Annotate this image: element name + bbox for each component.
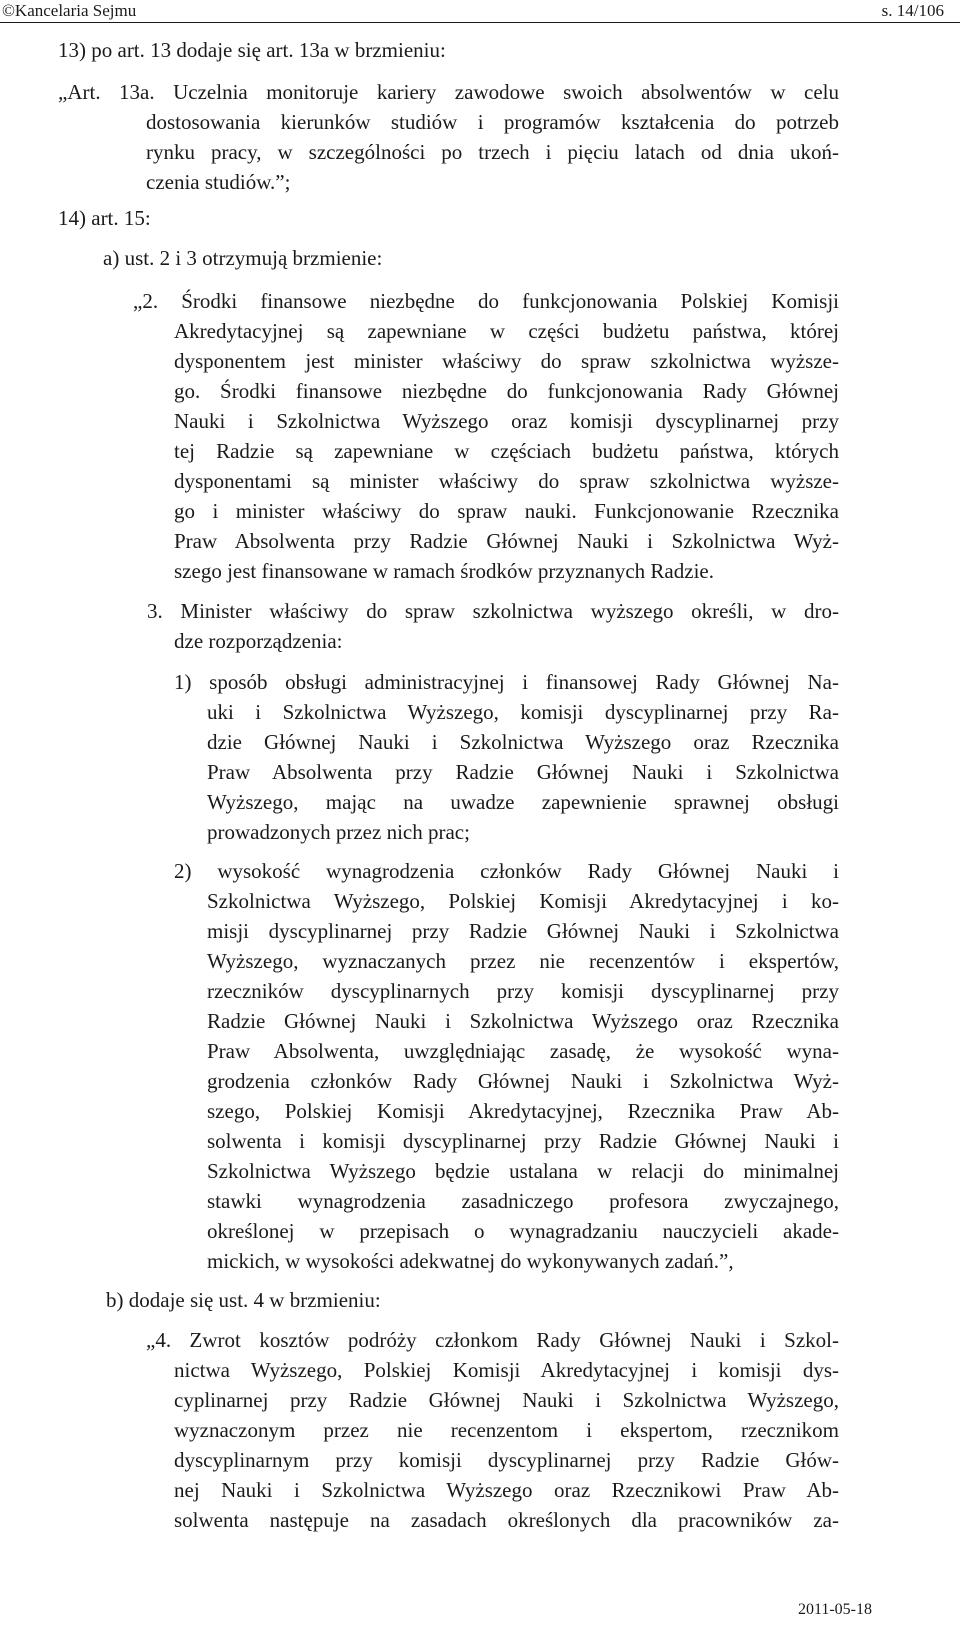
text-line: „Art. 13a. Uczelnia monitoruje kariery zawodowe swoich absolwentów w celu xyxy=(58,80,839,104)
text-line: 2) wysokość wynagrodzenia członków Rady Głównej Nauki i xyxy=(174,859,839,883)
text-line: określonej w przepisach o wynagradzaniu nauczycieli akade- xyxy=(207,1219,839,1243)
text-line: Szkolnictwa Wyższego będzie ustalana w relacji do minimalnej xyxy=(207,1159,839,1183)
text-line: 1) sposób obsługi administracyjnej i finansowej Rady Głównej Na- xyxy=(174,670,839,694)
text-line: Szkolnictwa Wyższego, Polskiej Komisji Akredytacyjnej i ko- xyxy=(207,889,839,913)
text-line: „4. Zwrot kosztów podróży członkom Rady Głównej Nauki i Szkol- xyxy=(146,1328,839,1352)
text-line: Praw Absolwenta przy Radzie Głównej Nauki i Szkolnictwa Wyż- xyxy=(174,529,839,553)
text-line: solwenta następuje na zasadach określonych dla pracowników za- xyxy=(174,1508,839,1532)
page-header xyxy=(0,0,960,24)
text-line: go i minister właściwy do spraw nauki. Funkcjonowanie Rzecznika xyxy=(174,499,839,523)
header-page-number: s. 14/106 xyxy=(881,1,944,20)
text-line: nej Nauki i Szkolnictwa Wyższego oraz Rzecznikowi Praw Ab- xyxy=(174,1478,839,1502)
text-line: rzeczników dyscyplinarnych przy komisji dyscyplinarnej przy xyxy=(207,979,839,1003)
text-line: Wyższego, wyznaczanych przez nie recenzentów i ekspertów, xyxy=(207,949,839,973)
text-line: Praw Absolwenta przy Radzie Głównej Nauki i Szkolnictwa xyxy=(207,760,839,784)
text-line: b) dodaje się ust. 4 w brzmieniu: xyxy=(106,1288,381,1312)
footer-date: 2011-05-18 xyxy=(797,1601,872,1618)
text-line: uki i Szkolnictwa Wyższego, komisji dyscyplinarnej przy Ra- xyxy=(207,700,839,724)
text-line: 13) po art. 13 dodaje się art. 13a w brzmieniu: xyxy=(58,38,446,62)
text-line: a) ust. 2 i 3 otrzymują brzmienie: xyxy=(103,246,383,270)
text-line: „2. Środki finansowe niezbędne do funkcjonowania Polskiej Komisji xyxy=(133,289,839,313)
text-line: szego jest finansowane w ramach środków przyznanych Radzie. xyxy=(174,559,714,583)
text-line: cyplinarnej przy Radzie Głównej Nauki i Szkolnictwa Wyższego, xyxy=(174,1388,839,1412)
text-line: dyscyplinarnym przy komisji dyscyplinarnej przy Radzie Głów- xyxy=(174,1448,839,1472)
text-line: dysponentami są minister właściwy do spraw szkolnictwa wyższe- xyxy=(174,469,839,493)
text-line: stawki wynagrodzenia zasadniczego profesora zwyczajnego, xyxy=(207,1189,839,1213)
text-line: 14) art. 15: xyxy=(58,206,151,230)
text-line: dze rozporządzenia: xyxy=(174,629,343,653)
text-line: misji dyscyplinarnej przy Radzie Głównej Nauki i Szkolnictwa xyxy=(207,919,839,943)
header-source: ©Kancelaria Sejmu xyxy=(2,1,137,20)
text-line: czenia studiów.”; xyxy=(146,170,291,194)
text-line: dostosowania kierunków studiów i programów kształcenia do potrzeb xyxy=(146,110,839,134)
text-line: rynku pracy, w szczególności po trzech i pięciu latach od dnia ukoń- xyxy=(146,140,839,164)
text-line: szego, Polskiej Komisji Akredytacyjnej, Rzecznika Praw Ab- xyxy=(207,1099,839,1123)
text-line: dysponentem jest minister właściwy do spraw szkolnictwa wyższe- xyxy=(174,349,839,373)
text-line: go. Środki finansowe niezbędne do funkcjonowania Rady Głównej xyxy=(174,379,839,403)
text-line: 3. Minister właściwy do spraw szkolnictwa wyższego określi, w dro- xyxy=(147,599,839,623)
text-line: dzie Głównej Nauki i Szkolnictwa Wyższego oraz Rzecznika xyxy=(207,730,839,754)
text-line: Praw Absolwenta, uwzględniając zasadę, że wysokość wyna- xyxy=(207,1039,839,1063)
text-line: Akredytacyjnej są zapewniane w części budżetu państwa, której xyxy=(174,319,839,343)
text-line: Nauki i Szkolnictwa Wyższego oraz komisji dyscyplinarnej przy xyxy=(174,409,839,433)
text-line: grodzenia członków Rady Głównej Nauki i Szkolnictwa Wyż- xyxy=(207,1069,839,1093)
text-line: solwenta i komisji dyscyplinarnej przy Radzie Głównej Nauki i xyxy=(207,1129,839,1153)
text-line: tej Radzie są zapewniane w częściach budżetu państwa, których xyxy=(174,439,839,463)
text-line: wyznaczonym przez nie recenzentom i ekspertom, rzecznikom xyxy=(174,1418,839,1442)
header-rule xyxy=(0,22,960,23)
text-line: Radzie Głównej Nauki i Szkolnictwa Wyższego oraz Rzecznika xyxy=(207,1009,839,1033)
text-line: Wyższego, mając na uwadze zapewnienie sprawnej obsługi xyxy=(207,790,839,814)
text-line: mickich, w wysokości adekwatnej do wykonywanych zadań.”, xyxy=(207,1249,734,1273)
text-line: prowadzonych przez nich prac; xyxy=(207,820,470,844)
text-line: nictwa Wyższego, Polskiej Komisji Akredytacyjnej i komisji dys- xyxy=(174,1358,839,1382)
